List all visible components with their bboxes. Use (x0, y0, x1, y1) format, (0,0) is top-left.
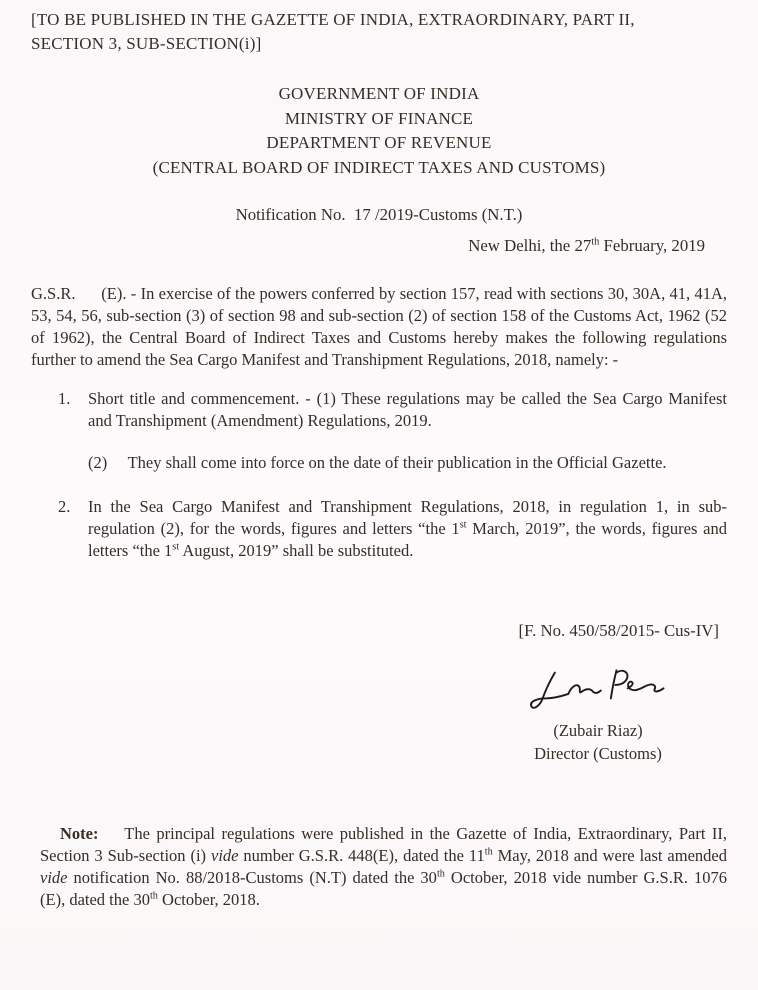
list-item-2-number: 2. (58, 497, 71, 516)
note-paragraph: Note: The principal regulations were published in the Gazette of India, Extraordinary, Part II, Section 3 Sub-section (i) vide number G.S.R. 448(E), dated the 11th May, 2018 and were last amended vide notification No. 88/2018-Customs (N.T) dated the 30th October, 2018 vide number G.S.R. 1076 (E), dated the 30th October, 2018. (40, 824, 727, 909)
list-item-1-paragraph-1: Short title and commencement. - (1) These regulations may be called the Sea Cargo Manifest and Transhipment (Amendment) Regulations, 2019. (88, 389, 727, 430)
org-line-board: (CENTRAL BOARD OF INDIRECT TAXES AND CUSTOMS) (152, 157, 606, 177)
org-line-government: GOVERNMENT OF INDIA (278, 84, 480, 103)
list-item-1 (58, 388, 727, 474)
list-item-2-paragraph-1: In the Sea Cargo Manifest and Transhipment Regulations, 2018, in regulation 1, in sub-regulation (2), for the words, figures and letters “the 1st March, 2019”, the words, figures and letters “the 1st August, 2019” shall be substituted. (88, 497, 727, 560)
signature-block (483, 664, 713, 765)
gazette-line-2: SECTION 3, SUB-SECTION(i)] (31, 34, 262, 53)
list-item-1-paragraph-2: (2) They shall come into force on the date of their publication in the Official Gazette. (88, 453, 667, 472)
org-header (31, 82, 727, 180)
signatory-name: (Zubair Riaz) (553, 721, 643, 740)
gazette-publication-header (31, 8, 727, 56)
handwritten-signature-icon (528, 664, 668, 716)
file-number: [F. No. 450/58/2015- Cus-IV] (518, 621, 719, 640)
gsr-paragraph: G.S.R. (E). - In exercise of the powers conferred by section 157, read with sections 30, 30A, 41, 41A, 53, 54, 56, sub-section (3) of section 98 and sub-section (2) of section 158 of the Customs Act, 1962 (52 of 1962), the Central Board of Indirect Taxes and Customs hereby makes the following regulations further to amend the Sea Cargo Manifest and Transhipment Regulations, 2018, namely: - (31, 284, 727, 369)
org-line-ministry: MINISTRY OF FINANCE (284, 108, 474, 128)
notification-number: Notification No. 17 /2019-Customs (N.T.) (235, 205, 523, 224)
notification-place-date: New Delhi, the 27th February, 2019 (468, 236, 705, 255)
list-item-1-number: 1. (58, 389, 71, 408)
signatory-title: Director (Customs) (534, 744, 662, 763)
list-item-2 (58, 496, 727, 562)
gazette-line-1: [TO BE PUBLISHED IN THE GAZETTE OF INDIA, EXTRAORDINARY, PART II, (31, 10, 635, 29)
org-line-department: DEPARTMENT OF REVENUE (266, 133, 492, 152)
